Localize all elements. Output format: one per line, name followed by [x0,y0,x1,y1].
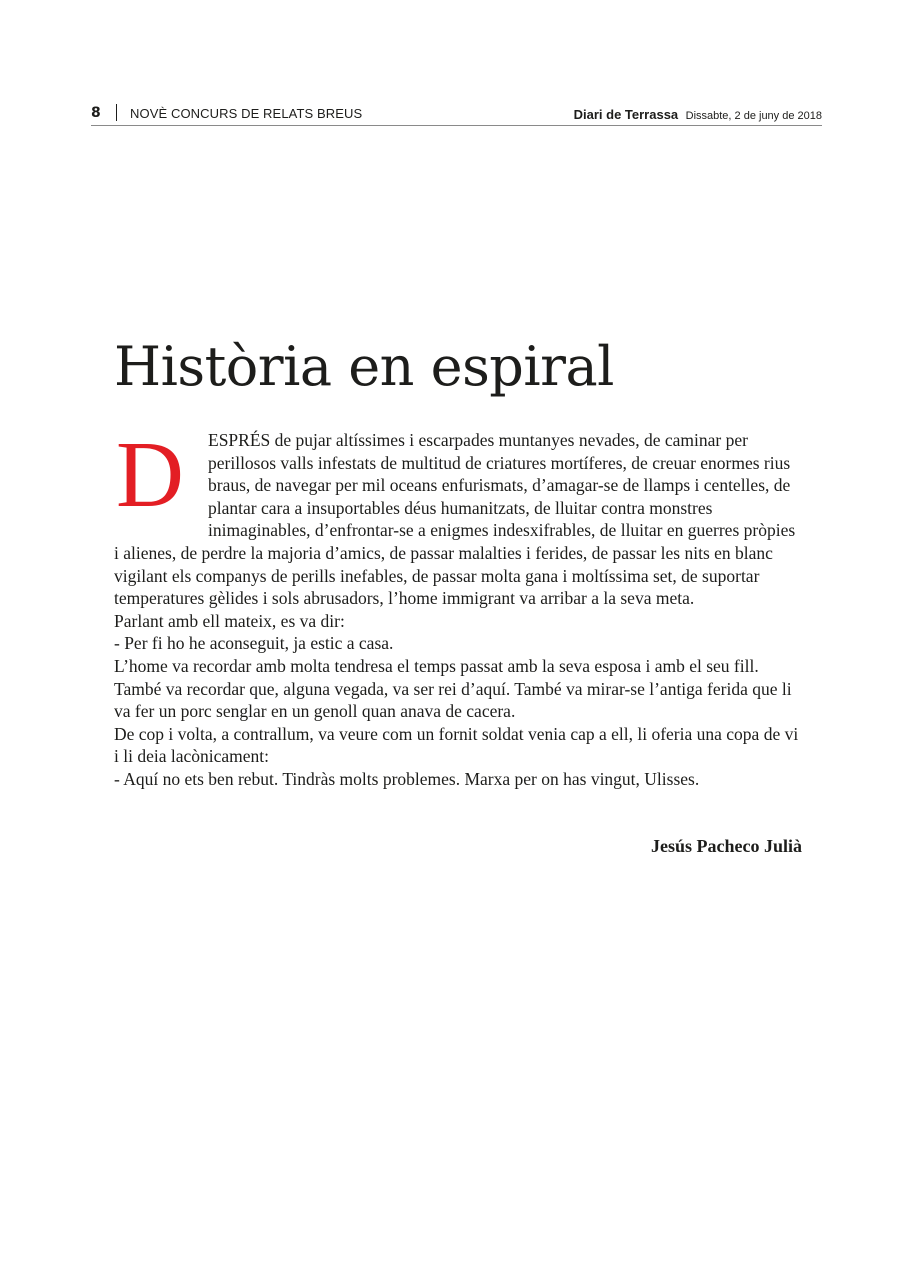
section-title: NOVÈ CONCURS DE RELATS BREUS [130,106,363,121]
newspaper-name: Diari de Terrassa [573,107,679,122]
header-divider [116,104,117,121]
article-title: Història en espiral [114,335,614,398]
paragraph: L’home va recordar amb molta tendresa el temps passat amb la seva esposa i amb el seu fill. També va recordar que, alguna vegada, va ser rei d’aquí. També va mirar-se l’antiga ferida que li va fer un porc senglar en un genoll quan anava de cacera. [114,655,792,722]
paragraph: Parlant amb ell mateix, es va dir: [114,610,345,631]
page-header [91,103,822,126]
article-body [114,423,804,791]
drop-cap: D [116,423,184,527]
first-paragraph: ESPRÉS de pujar altíssimes i escarpades muntanyes nevades, de caminar per perillosos valls infestats de multitud de criatures mortíferes, de creuar enormes rius braus, de navegar per mil oceans enfurismats, d’amagar-se de llamps i centelles, de plantar cara a insuportables déus humanitzats, de lluitar contra monstres inimaginables, d’enfrontar-se a enigmes indesxifrables, de lluitar en guerres pròpies i alienes, de perdre la majoria d’amics, de passar malalties i ferides, de passar les nits en blanc vigilant els companys de perills inefables, de passar molta gana i moltíssima set, de suportar temperatures gèlides i sols abrusadors, l’home immigrant va arribar a la seva meta. [114,430,796,609]
paragraph: De cop i volta, a contrallum, va veure com un fornit soldat venia cap a ell, li oferia una copa de vi i li deia lacònicament: [114,723,799,767]
paragraph: - Aquí no ets ben rebut. Tindràs molts problemes. Marxa per on has vingut, Ulisses. [114,768,700,789]
author-byline: Jesús Pacheco Julià [651,836,802,856]
page-number: 8 [91,105,101,121]
masthead [574,106,822,124]
paragraph: - Per fi ho he aconseguit, ja estic a casa. [114,633,394,654]
issue-date: Dissabte, 2 de juny de 2018 [685,110,822,122]
